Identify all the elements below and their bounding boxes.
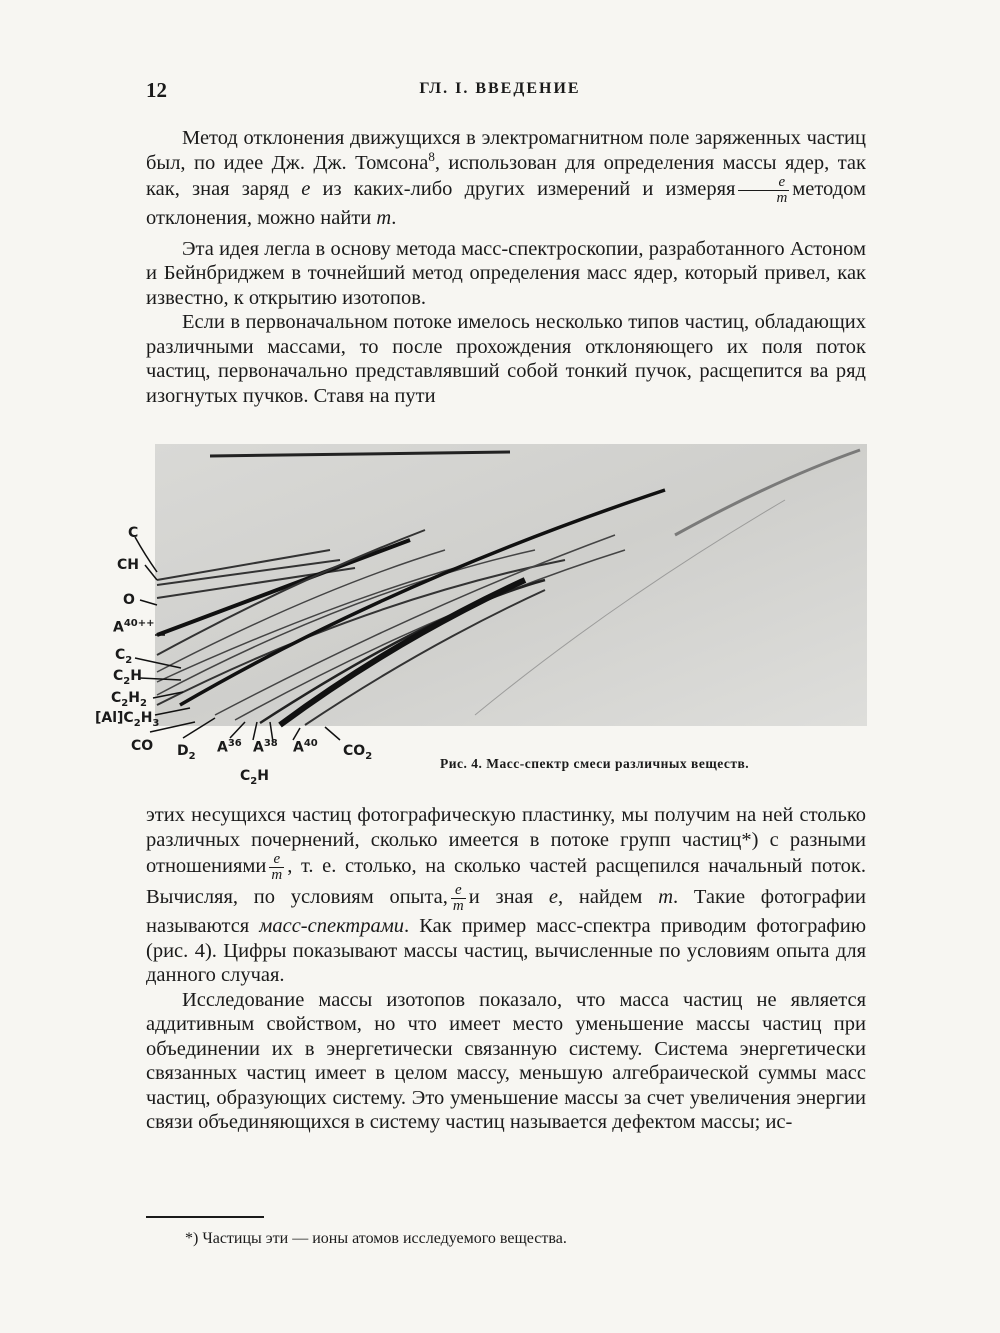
label-a40: $A^{40}$	[293, 738, 318, 756]
label-c2h: $C_2H$	[113, 668, 142, 687]
label-c2h2: $C_2H_2$	[111, 690, 147, 709]
label-al-c2h3: $[Al]C_2H_3$	[95, 710, 160, 729]
mass-spectrum-figure	[95, 440, 875, 790]
fraction-e-over-m: $\frac{e}{m}$	[452, 882, 464, 914]
label-co: CO	[131, 738, 154, 754]
paragraph: Метод отклонения движущихся в электромагнитном поле заряженных частиц был, по идее Дж. Дж. Томсона$^8$, использован для определения массы ядер, так как, зная заряд e из каких-либо других измерений и измеряя $\frac{e}{m}$ методом отклонения, можно найти m.	[146, 127, 866, 229]
running-head: ГЛ. I. ВВЕДЕНИЕ	[419, 80, 581, 97]
label-a38: $A^{38}$	[253, 738, 278, 756]
paragraph: Если в первоначальном потоке имелось несколько типов частиц, обладающих различными массами, то после прохождения отклоняющего их поля поток частиц, первоначально представлявший собой тонкий пучок, расщепится ва ряд изогнутых пучков. Ставя на пути	[146, 311, 866, 407]
label-c2: $C_2$	[115, 647, 133, 666]
spectrum-photo	[95, 440, 875, 790]
label-c2h-bottom: $C_2H$	[240, 768, 269, 787]
label-ch: CH	[117, 557, 139, 573]
page-number: 12	[146, 78, 167, 102]
footnote-rule	[146, 1216, 264, 1218]
paragraph: Эта идея легла в основу метода масс-спектроскопии, разработанного Астоном и Бейнбриджем в точнейший метод определения масс ядер, который привел, как известно, к открытию изотопов.	[146, 237, 866, 309]
footnote: *) Частицы эти — ионы атомов исследуемого вещества.	[185, 1230, 567, 1247]
fraction-e-over-m: $\frac{e}{m}$	[271, 851, 283, 883]
label-o: O	[123, 592, 135, 608]
label-co2: $CO_2$	[343, 743, 373, 762]
paragraph: этих несущихся частиц фотографическую пластинку, мы получим на ней столько различных почернений, сколько имеется в потоке групп частиц*) с разными отношениями $\frac{e}{m}$ , т. е. столько, на сколько частей расщепился начальный поток. Вычисляя, по условиям опыта, $\frac{e}{m}$ и зная e, найдем m. Такие фотографии называются масс-спектрами. Как пример масс-спектра приводим фотографию (рис. 4). Цифры показывают массы частиц, вычисленные по условиям опыта для данного случая.	[146, 804, 867, 986]
label-d2: $D_2$	[177, 743, 196, 762]
figure-caption: Рис. 4. Масс-спектр смеси различных веществ.	[440, 756, 750, 771]
text-block-bottom	[146, 803, 866, 1135]
text-block-top	[146, 126, 866, 408]
fraction-e-over-m: $\frac{e}{m}$	[738, 175, 789, 206]
label-a36: $A^{36}$	[217, 738, 242, 756]
label-a40pp: $A^{40++}$	[113, 618, 155, 636]
label-c: C	[128, 525, 139, 541]
paragraph: Исследование массы изотопов показало, что масса частиц не является аддитивным свойством, но что имеет место уменьшение массы частиц при объединении их в энергетически связанную систему. Система энергетически связанных частиц имеет в целом массу, меньшую алгебраической суммы масс частиц, образующих систему. Это уменьшение массы за счет увеличения энергии связи объединяющихся в систему частиц называется дефектом массы; ис-	[146, 988, 866, 1133]
